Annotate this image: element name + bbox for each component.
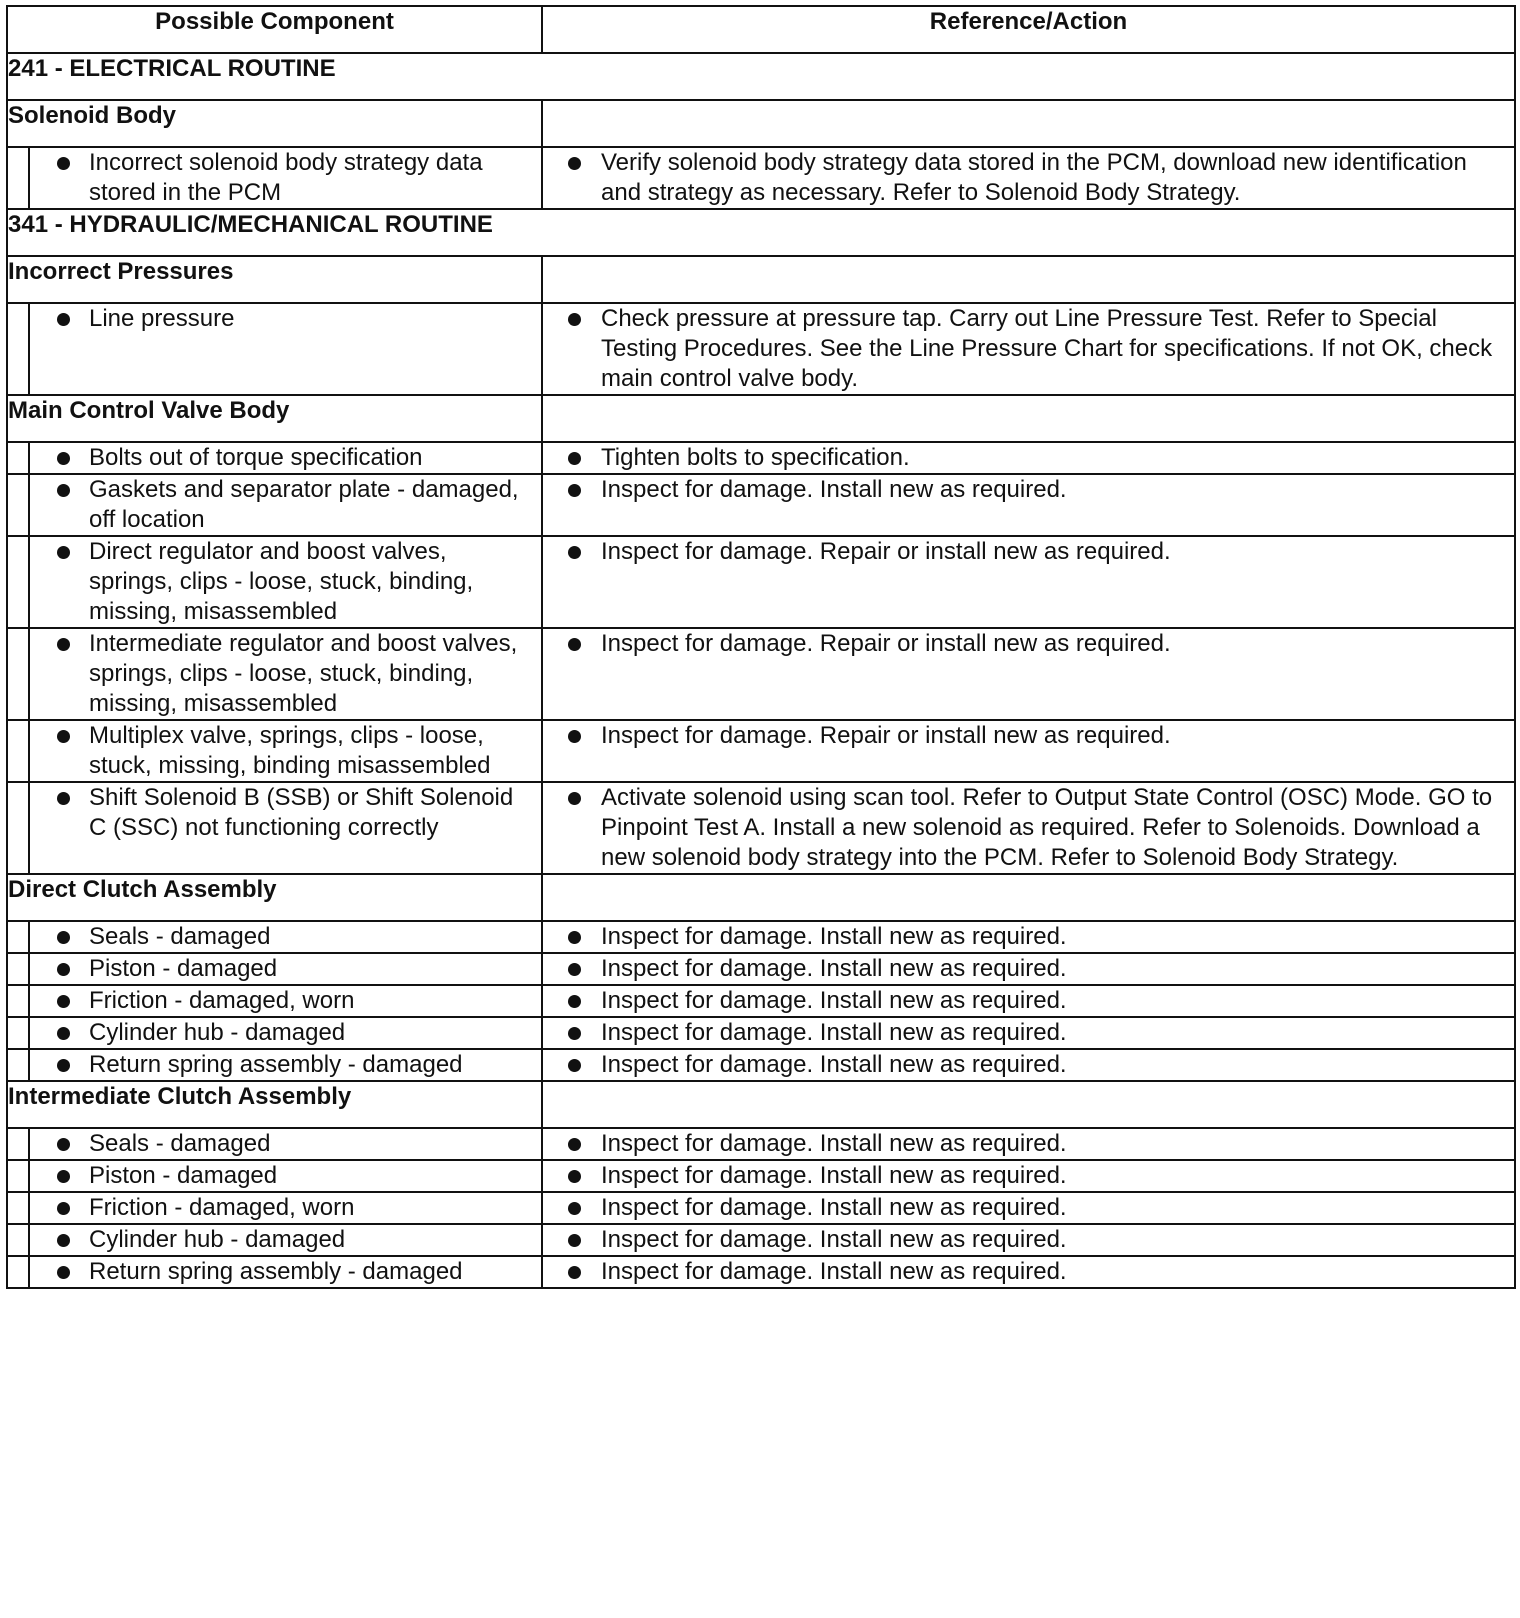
bullet-icon xyxy=(568,931,581,944)
table-row xyxy=(7,953,1515,985)
action-text: Inspect for damage. Install new as required. xyxy=(601,955,1067,982)
group-title: Incorrect Pressures xyxy=(7,256,542,303)
component-text: Cylinder hub - damaged xyxy=(89,1019,346,1046)
action-cell xyxy=(542,1128,1515,1160)
action-text: Inspect for damage. Install new as required. xyxy=(601,1130,1067,1157)
table-row xyxy=(7,782,1515,874)
action-cell xyxy=(542,985,1515,1017)
bullet-icon xyxy=(57,995,70,1008)
indent-cell xyxy=(7,1224,29,1256)
component-text: Gaskets and separator plate - damaged, off location xyxy=(89,476,519,533)
action-text: Activate solenoid using scan tool. Refer to Output State Control (OSC) Mode. GO to Pinpoint Test A. Install a new solenoid as required. Refer to Solenoids. Download a new solenoid body strategy into the PCM. Refer to Solenoid Body Strategy. xyxy=(601,784,1493,871)
indent-cell xyxy=(7,1049,29,1081)
component-text: Multiplex valve, springs, clips - loose, stuck, missing, binding misassembled xyxy=(89,722,491,779)
component-cell xyxy=(29,953,542,985)
header-row xyxy=(7,6,1515,53)
table-row xyxy=(7,921,1515,953)
group-row xyxy=(7,100,1515,147)
action-text: Inspect for damage. Install new as required. xyxy=(601,1162,1067,1189)
diagnostic-table xyxy=(6,5,1516,1289)
component-cell xyxy=(29,303,542,395)
bullet-icon xyxy=(57,313,70,326)
action-cell xyxy=(542,1049,1515,1081)
component-text: Return spring assembly - damaged xyxy=(89,1051,463,1078)
action-text: Inspect for damage. Install new as required. xyxy=(601,1258,1067,1285)
table-row xyxy=(7,1160,1515,1192)
action-cell xyxy=(542,1256,1515,1288)
component-cell xyxy=(29,921,542,953)
component-cell xyxy=(29,1017,542,1049)
bullet-icon xyxy=(57,792,70,805)
table-row xyxy=(7,1049,1515,1081)
action-text: Inspect for damage. Install new as required. xyxy=(601,1019,1067,1046)
indent-cell xyxy=(7,1128,29,1160)
bullet-icon xyxy=(568,995,581,1008)
indent-cell xyxy=(7,442,29,474)
bullet-icon xyxy=(568,638,581,651)
bullet-icon xyxy=(57,157,70,170)
group-title: Main Control Valve Body xyxy=(7,395,542,442)
component-cell xyxy=(29,1049,542,1081)
header-reference-action: Reference/Action xyxy=(542,6,1515,53)
bullet-icon xyxy=(568,1138,581,1151)
indent-cell xyxy=(7,474,29,536)
indent-cell xyxy=(7,953,29,985)
component-text: Seals - damaged xyxy=(89,923,271,950)
bullet-icon xyxy=(568,963,581,976)
bullet-icon xyxy=(568,1170,581,1183)
group-title: Direct Clutch Assembly xyxy=(7,874,542,921)
action-cell xyxy=(542,1224,1515,1256)
group-empty-cell xyxy=(542,1081,1515,1128)
component-cell xyxy=(29,474,542,536)
bullet-icon xyxy=(568,546,581,559)
bullet-icon xyxy=(57,546,70,559)
indent-cell xyxy=(7,303,29,395)
component-cell xyxy=(29,1192,542,1224)
action-text: Inspect for damage. Repair or install new as required. xyxy=(601,722,1171,749)
component-cell xyxy=(29,782,542,874)
bullet-icon xyxy=(57,638,70,651)
action-text: Inspect for damage. Install new as required. xyxy=(601,1051,1067,1078)
bullet-icon xyxy=(568,1202,581,1215)
action-cell xyxy=(542,442,1515,474)
bullet-icon xyxy=(57,484,70,497)
action-cell xyxy=(542,921,1515,953)
bullet-icon xyxy=(568,792,581,805)
indent-cell xyxy=(7,782,29,874)
component-cell xyxy=(29,147,542,209)
action-cell xyxy=(542,1017,1515,1049)
table-row xyxy=(7,1256,1515,1288)
action-cell xyxy=(542,720,1515,782)
bullet-icon xyxy=(57,963,70,976)
component-cell xyxy=(29,1160,542,1192)
action-text: Tighten bolts to specification. xyxy=(601,444,910,471)
component-text: Seals - damaged xyxy=(89,1130,271,1157)
component-cell xyxy=(29,1224,542,1256)
action-text: Check pressure at pressure tap. Carry out Line Pressure Test. Refer to Special Testing Procedures. See the Line Pressure Chart for specifications. If not OK, check main control valve body. xyxy=(601,305,1493,392)
bullet-icon xyxy=(57,1266,70,1279)
bullet-icon xyxy=(57,1170,70,1183)
action-text: Inspect for damage. Install new as required. xyxy=(601,987,1067,1014)
component-cell xyxy=(29,1256,542,1288)
table-row xyxy=(7,1128,1515,1160)
routine-row xyxy=(7,53,1515,100)
group-row xyxy=(7,1081,1515,1128)
component-text: Direct regulator and boost valves, springs, clips - loose, stuck, binding, missing, misassembled xyxy=(89,538,474,625)
action-text: Inspect for damage. Repair or install new as required. xyxy=(601,630,1171,657)
action-text: Inspect for damage. Install new as required. xyxy=(601,1194,1067,1221)
bullet-icon xyxy=(568,313,581,326)
table-row xyxy=(7,474,1515,536)
routine-title: 241 - ELECTRICAL ROUTINE xyxy=(7,53,1515,100)
group-empty-cell xyxy=(542,100,1515,147)
group-empty-cell xyxy=(542,874,1515,921)
indent-cell xyxy=(7,147,29,209)
bullet-icon xyxy=(57,452,70,465)
component-text: Friction - damaged, worn xyxy=(89,987,355,1014)
component-text: Shift Solenoid B (SSB) or Shift Solenoid C (SSC) not functioning correctly xyxy=(89,784,514,841)
group-empty-cell xyxy=(542,395,1515,442)
bullet-icon xyxy=(568,157,581,170)
action-cell xyxy=(542,628,1515,720)
component-text: Cylinder hub - damaged xyxy=(89,1226,346,1253)
bullet-icon xyxy=(57,1138,70,1151)
table-row xyxy=(7,1192,1515,1224)
action-cell xyxy=(542,147,1515,209)
bullet-icon xyxy=(568,1234,581,1247)
indent-cell xyxy=(7,985,29,1017)
group-title: Solenoid Body xyxy=(7,100,542,147)
component-cell xyxy=(29,628,542,720)
action-cell xyxy=(542,474,1515,536)
bullet-icon xyxy=(568,730,581,743)
bullet-icon xyxy=(57,1027,70,1040)
bullet-icon xyxy=(568,1266,581,1279)
indent-cell xyxy=(7,1160,29,1192)
action-text: Inspect for damage. Install new as required. xyxy=(601,476,1067,503)
component-text: Return spring assembly - damaged xyxy=(89,1258,463,1285)
bullet-icon xyxy=(568,1059,581,1072)
component-text: Piston - damaged xyxy=(89,1162,278,1189)
bullet-icon xyxy=(57,1202,70,1215)
bullet-icon xyxy=(568,1027,581,1040)
indent-cell xyxy=(7,1256,29,1288)
group-row xyxy=(7,874,1515,921)
indent-cell xyxy=(7,921,29,953)
component-cell xyxy=(29,442,542,474)
group-empty-cell xyxy=(542,256,1515,303)
table-row xyxy=(7,985,1515,1017)
action-cell xyxy=(542,782,1515,874)
component-text: Piston - damaged xyxy=(89,955,278,982)
action-text: Inspect for damage. Repair or install new as required. xyxy=(601,538,1171,565)
table-row xyxy=(7,303,1515,395)
bullet-icon xyxy=(57,1059,70,1072)
bullet-icon xyxy=(57,1234,70,1247)
indent-cell xyxy=(7,1017,29,1049)
component-text: Bolts out of torque specification xyxy=(89,444,423,471)
action-cell xyxy=(542,1192,1515,1224)
indent-cell xyxy=(7,536,29,628)
indent-cell xyxy=(7,1192,29,1224)
action-cell xyxy=(542,536,1515,628)
table-row xyxy=(7,442,1515,474)
bullet-icon xyxy=(568,484,581,497)
component-cell xyxy=(29,536,542,628)
indent-cell xyxy=(7,720,29,782)
component-cell xyxy=(29,1128,542,1160)
action-cell xyxy=(542,1160,1515,1192)
bullet-icon xyxy=(568,452,581,465)
routine-row xyxy=(7,209,1515,256)
component-cell xyxy=(29,985,542,1017)
header-possible-component: Possible Component xyxy=(7,6,542,53)
action-cell xyxy=(542,303,1515,395)
component-text: Intermediate regulator and boost valves, springs, clips - loose, stuck, binding, missing, misassembled xyxy=(89,630,518,717)
action-text: Inspect for damage. Install new as required. xyxy=(601,1226,1067,1253)
routine-title: 341 - HYDRAULIC/MECHANICAL ROUTINE xyxy=(7,209,1515,256)
table-row xyxy=(7,536,1515,628)
component-text: Incorrect solenoid body strategy data stored in the PCM xyxy=(89,149,483,206)
table-row xyxy=(7,1224,1515,1256)
table-row xyxy=(7,147,1515,209)
table-row xyxy=(7,1017,1515,1049)
component-cell xyxy=(29,720,542,782)
component-text: Line pressure xyxy=(89,305,235,332)
action-cell xyxy=(542,953,1515,985)
bullet-icon xyxy=(57,931,70,944)
action-text: Verify solenoid body strategy data stored in the PCM, download new identification and strategy as necessary. Refer to Solenoid Body Strategy. xyxy=(601,149,1467,206)
group-title: Intermediate Clutch Assembly xyxy=(7,1081,542,1128)
bullet-icon xyxy=(57,730,70,743)
group-row xyxy=(7,395,1515,442)
component-text: Friction - damaged, worn xyxy=(89,1194,355,1221)
table-row xyxy=(7,720,1515,782)
table-row xyxy=(7,628,1515,720)
group-row xyxy=(7,256,1515,303)
action-text: Inspect for damage. Install new as required. xyxy=(601,923,1067,950)
indent-cell xyxy=(7,628,29,720)
